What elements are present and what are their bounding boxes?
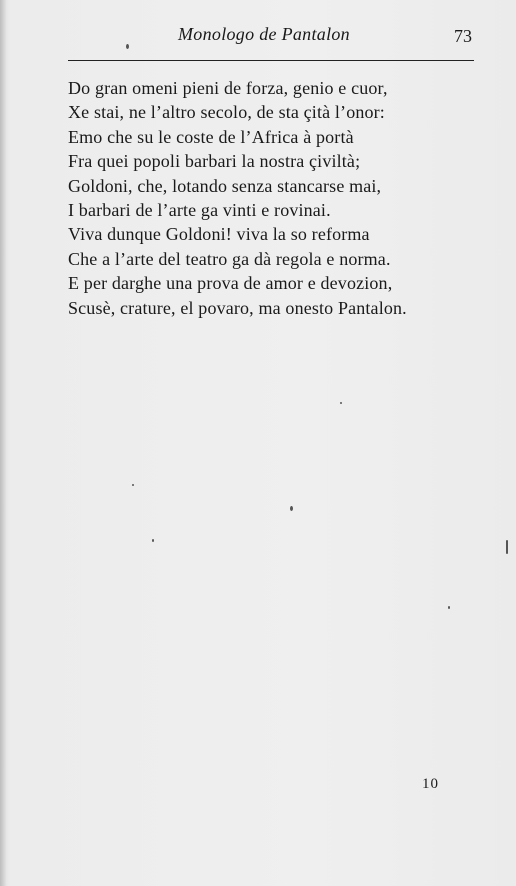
verse-line: Xe stai, ne l’altro secolo, de sta çità l’onor: — [68, 102, 385, 123]
page-number: 73 — [454, 26, 472, 46]
scan-speck — [290, 506, 293, 511]
verse-line: Scusè, crature, el povaro, ma onesto Pantalon. — [68, 297, 407, 318]
page-edge — [0, 0, 6, 886]
verse-line: Do gran omeni pieni de forza, genio e cuor, — [68, 78, 388, 98]
verse-line: I barbari de l’arte ga vinti e rovinai. — [68, 200, 331, 221]
scan-speck — [132, 484, 134, 486]
verse-line: Goldoni, che, lotando senza stancarse mai, — [68, 175, 382, 196]
header-rule — [68, 60, 474, 61]
verse-line: Fra quei popoli barbari la nostra çiviltà; — [68, 151, 361, 172]
running-head — [0, 24, 516, 48]
verse-line: Viva dunque Goldoni! viva la so reforma — [68, 224, 370, 245]
poem-text — [68, 76, 488, 320]
scan-speck — [340, 402, 342, 404]
verse-line: Che a l’arte del teatro ga dà regola e norma. — [68, 248, 391, 269]
scan-speck — [126, 44, 129, 49]
verse-line: Emo che su le coste de l’Africa à portà — [68, 126, 354, 147]
verse-line: E per darghe una prova de amor e devozion, — [68, 273, 393, 294]
scan-speck — [448, 606, 450, 609]
signature-mark: 10 — [422, 776, 439, 792]
scan-speck — [506, 540, 508, 554]
running-title: Monologo de Pantalon — [178, 24, 350, 44]
scan-speck — [152, 539, 154, 542]
